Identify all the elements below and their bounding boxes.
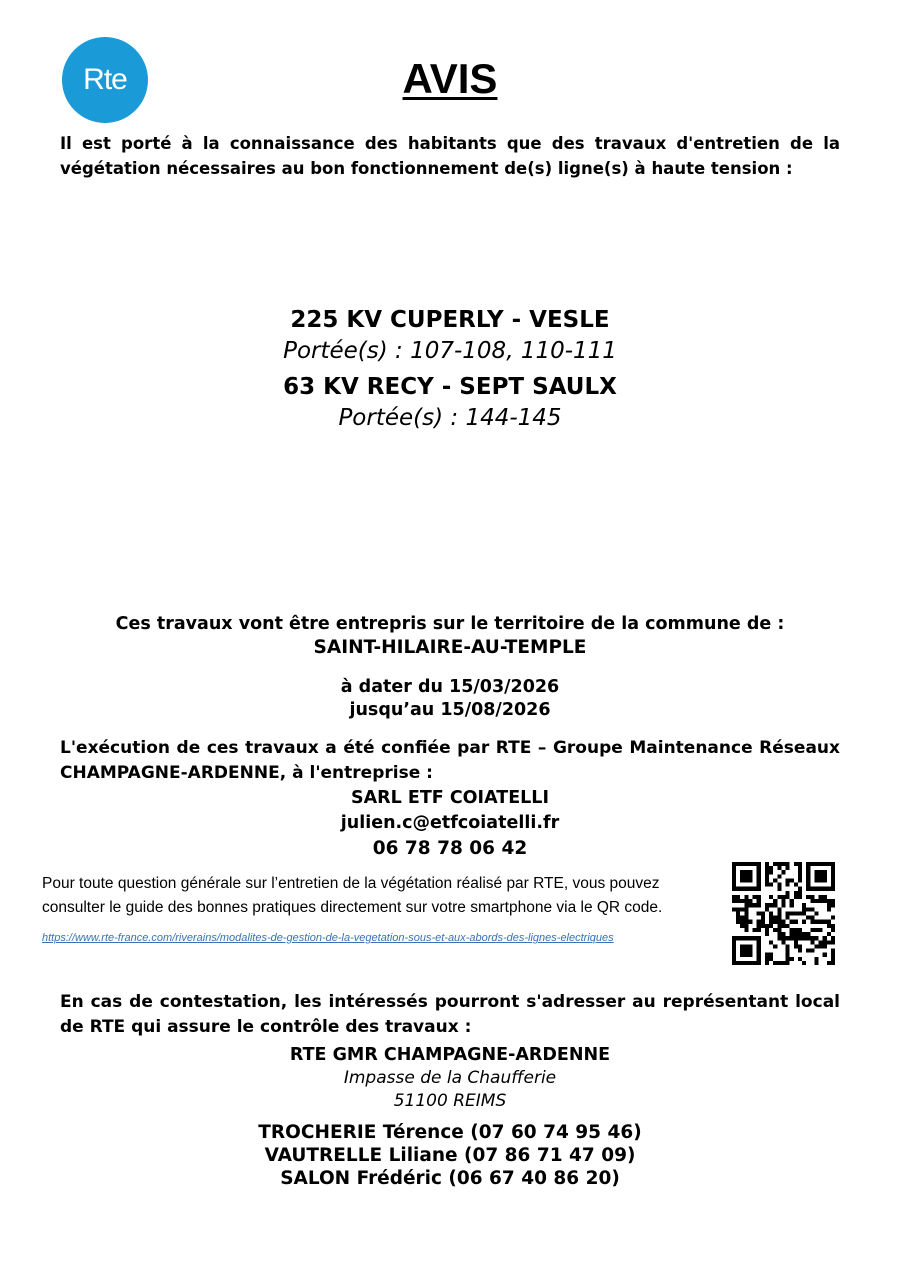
intro-paragraph: Il est porté à la connaissance des habitants que des travaux d'entretien de la végétation nécessaires au bon fonctionnement de(s) ligne(s) à haute tension : bbox=[60, 134, 840, 178]
page-title: AVIS bbox=[402, 55, 498, 102]
commune-name: SAINT-HILAIRE-AU-TEMPLE bbox=[313, 637, 587, 658]
company-name: SARL ETF COIATELLI bbox=[351, 788, 549, 808]
company-email: julien.c@etfcoiatelli.fr bbox=[340, 813, 560, 833]
contact-2: VAUTRELLE Liliane (07 86 71 47 09) bbox=[264, 1145, 636, 1166]
rte-logo-text: Rte bbox=[83, 63, 127, 96]
line-2-name: 63 KV RECY - SEPT SAULX bbox=[283, 374, 617, 400]
territory-text: Ces travaux vont être entrepris sur le territoire de la commune de : bbox=[115, 614, 785, 634]
qr-code bbox=[732, 862, 835, 965]
date-from: à dater du 15/03/2026 bbox=[340, 677, 560, 697]
office-address-street: Impasse de la Chaufferie bbox=[343, 1068, 557, 1088]
execution-paragraph: L'exécution de ces travaux a été confiée par RTE – Groupe Maintenance Réseaux CHAMPAGNE-ARDENNE, à l'entreprise : bbox=[60, 738, 840, 783]
contact-1: TROCHERIE Térence (07 60 74 95 46) bbox=[258, 1122, 642, 1143]
office-name: RTE GMR CHAMPAGNE-ARDENNE bbox=[289, 1045, 611, 1065]
contest-paragraph: En cas de contestation, les intéressés pourront s'adresser au représentant local de RTE qui assure le contrôle des travaux : bbox=[60, 992, 840, 1037]
office-address-city: 51100 REIMS bbox=[393, 1091, 507, 1111]
contact-3: SALON Frédéric (06 67 40 86 20) bbox=[280, 1168, 620, 1189]
date-to: jusqu’au 15/08/2026 bbox=[349, 700, 551, 720]
company-phone: 06 78 78 06 42 bbox=[372, 838, 528, 859]
line-1-name: 225 KV CUPERLY - VESLE bbox=[290, 307, 610, 333]
guide-link[interactable]: https://www.rte-france.com/riverains/modalites-de-gestion-de-la-vegetation-sous-et-aux-abords-des-lignes-electriques bbox=[42, 932, 614, 944]
line-2-spans: Portée(s) : 144-145 bbox=[338, 405, 562, 431]
line-1-spans: Portée(s) : 107-108, 110-111 bbox=[283, 338, 617, 364]
info-paragraph: Pour toute question générale sur l’entretien de la végétation réalisé par RTE, vous pouvez consulter le guide des bonnes pratiques directement sur votre smartphone via le QR code. bbox=[42, 875, 663, 916]
